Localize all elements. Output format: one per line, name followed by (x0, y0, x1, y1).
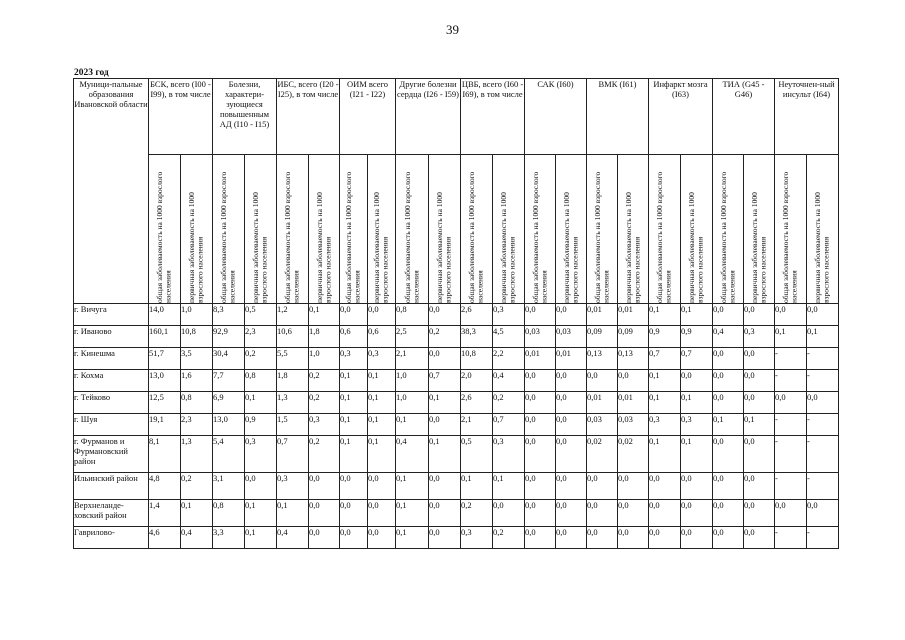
table-cell: 0,1 (368, 392, 396, 414)
table-cell: 0,2 (309, 392, 340, 414)
table-cell: - (775, 436, 807, 473)
table-cell: 0,0 (744, 473, 775, 500)
sub-header-primary: первичная заболеваемость на 1000 взрослого населения (187, 192, 205, 303)
table-cell: 0,1 (340, 392, 368, 414)
table-cell: 0,7 (681, 348, 713, 370)
table-cell: 0,1 (340, 370, 368, 392)
table-cell: 13,0 (213, 414, 245, 436)
table-cell: 0,0 (618, 370, 649, 392)
table-cell: 0,1 (245, 392, 277, 414)
sub-header-primary: первичная заболеваемость на 1000 взрослого населения (372, 192, 390, 303)
table-cell: 0,1 (396, 500, 429, 527)
table-cell: 0,0 (309, 473, 340, 500)
table-cell: 0,0 (744, 436, 775, 473)
group-header-row (74, 79, 839, 155)
sub-header-primary: первичная заболеваемость на 1000 взрослого населения (813, 192, 831, 303)
table-row (74, 414, 839, 436)
table-row (74, 473, 839, 500)
table-cell: 0,0 (744, 304, 775, 326)
sub-header-primary: первичная заболеваемость на 1000 взрослого населения (499, 192, 517, 303)
table-cell: 0,5 (245, 304, 277, 326)
group-header: ОИМ всего (I21 - I22) (340, 79, 396, 155)
table-cell: 0,0 (429, 304, 461, 326)
table-cell: - (775, 414, 807, 436)
table-cell: 0,0 (556, 500, 587, 527)
table-cell: 0,0 (775, 392, 807, 414)
sub-header-primary: первичная заболеваемость на 1000 взрослого населения (561, 192, 579, 303)
table-cell: 1,0 (396, 370, 429, 392)
table-cell: 0,3 (461, 527, 493, 549)
table-cell: 0,0 (587, 370, 618, 392)
table-row (74, 370, 839, 392)
sub-header-general: общая заболеваемость на 1000 взрослого населения (402, 171, 420, 303)
table-cell: 0,8 (181, 392, 213, 414)
table-cell: 0,1 (429, 392, 461, 414)
table-cell: - (807, 370, 839, 392)
table-cell: 0,4 (713, 326, 744, 348)
sub-header-general: общая заболеваемость на 1000 взрослого населения (155, 171, 173, 303)
table-cell: 0,0 (681, 500, 713, 527)
table-cell: 1,0 (396, 392, 429, 414)
table-cell: - (807, 348, 839, 370)
table-cell: 0,0 (556, 370, 587, 392)
table-cell: 1,4 (149, 500, 181, 527)
table-cell: 4,5 (493, 326, 525, 348)
table-cell: 1,8 (309, 326, 340, 348)
municipality-name: Гаврилово- (74, 527, 149, 549)
table-cell: 0,0 (525, 436, 556, 473)
table-cell: 0,9 (649, 326, 681, 348)
table-cell: 0,1 (744, 414, 775, 436)
table-cell: 0,1 (245, 500, 277, 527)
table-cell: 0,03 (587, 414, 618, 436)
table-cell: 0,1 (429, 436, 461, 473)
table-row (74, 527, 839, 549)
sub-header-general: общая заболеваемость на 1000 взрослого населения (219, 171, 237, 303)
table-cell: 1,0 (181, 304, 213, 326)
table-cell: 19,1 (149, 414, 181, 436)
table-cell: 0,3 (309, 414, 340, 436)
table-cell: 0,0 (649, 473, 681, 500)
table-cell: 3,5 (181, 348, 213, 370)
sub-header-primary: первичная заболеваемость на 1000 взрослого населения (687, 192, 705, 303)
table-cell: 1,0 (309, 348, 340, 370)
sub-header-primary: первичная заболеваемость на 1000 взрослого населения (623, 192, 641, 303)
table-cell: 2,1 (461, 414, 493, 436)
table-cell: 0,0 (429, 414, 461, 436)
table-cell: 0,0 (807, 392, 839, 414)
table-cell: 5,4 (213, 436, 245, 473)
table-cell: 0,09 (587, 326, 618, 348)
table-cell: 4,8 (149, 473, 181, 500)
table-cell: 0,7 (429, 370, 461, 392)
table-cell: 0,0 (713, 348, 744, 370)
table-cell: 0,2 (493, 392, 525, 414)
table-cell: 0,01 (618, 304, 649, 326)
table-cell: 1,3 (181, 436, 213, 473)
table-cell: 10,6 (277, 326, 309, 348)
table-cell: 0,02 (587, 436, 618, 473)
table-cell: 0,01 (618, 392, 649, 414)
table-cell: 0,2 (461, 500, 493, 527)
table-cell: 0,0 (429, 473, 461, 500)
table-cell: 0,2 (245, 348, 277, 370)
table-cell: 0,0 (587, 500, 618, 527)
table-cell: 3,3 (213, 527, 245, 549)
table-cell: 0,0 (713, 392, 744, 414)
page-number: 39 (446, 22, 459, 37)
table-cell: - (775, 370, 807, 392)
table-cell: 0,0 (775, 500, 807, 527)
municipality-name: г. Вичуга (74, 304, 149, 326)
table-cell: 1,2 (277, 304, 309, 326)
table-cell: 0,7 (277, 436, 309, 473)
table-cell: 0,0 (713, 473, 744, 500)
table-cell: 0,1 (681, 304, 713, 326)
table-cell: - (807, 527, 839, 549)
table-cell: 0,1 (775, 326, 807, 348)
table-cell: 0,0 (493, 500, 525, 527)
table-cell: 1,6 (181, 370, 213, 392)
table-cell: 0,0 (649, 527, 681, 549)
table-cell: 0,0 (525, 527, 556, 549)
table-cell: 0,5 (461, 436, 493, 473)
table-cell: - (807, 473, 839, 500)
table-cell: 0,1 (340, 436, 368, 473)
table-cell: 0,0 (309, 527, 340, 549)
municipality-name: г. Фурманов и Фурмановский район (74, 436, 149, 473)
table-cell: 0,0 (368, 473, 396, 500)
table-cell: 8,1 (149, 436, 181, 473)
table-row (74, 348, 839, 370)
table-cell: 0,1 (396, 473, 429, 500)
table-cell: 2,1 (396, 348, 429, 370)
sub-header-general: общая заболеваемость на 1000 взрослого населения (530, 171, 548, 303)
municipality-name: Верхнеланде-ховский район (74, 500, 149, 527)
table-cell: 0,1 (309, 304, 340, 326)
table-cell: 0,0 (429, 500, 461, 527)
table-cell: 0,2 (309, 370, 340, 392)
table-cell: 2,3 (245, 326, 277, 348)
table-cell: 0,6 (368, 326, 396, 348)
table-cell: 2,5 (396, 326, 429, 348)
table-cell: 8,3 (213, 304, 245, 326)
table-cell: 1,3 (277, 392, 309, 414)
table-cell: 0,0 (556, 414, 587, 436)
table-cell: 0,0 (556, 436, 587, 473)
table-cell: 0,1 (493, 473, 525, 500)
sub-header-primary: первичная заболеваемость на 1000 взрослого населения (314, 192, 332, 303)
sub-header-general: общая заболеваемость на 1000 взрослого населения (718, 171, 736, 303)
table-cell: 0,7 (649, 348, 681, 370)
table-cell: 0,2 (429, 326, 461, 348)
table-cell: 0,0 (681, 527, 713, 549)
table-cell: 0,1 (396, 414, 429, 436)
table-cell: 0,0 (744, 500, 775, 527)
table-cell: 0,1 (368, 370, 396, 392)
table-cell: 51,7 (149, 348, 181, 370)
table-cell: 0,0 (649, 500, 681, 527)
group-header: САК (I60) (525, 79, 587, 155)
sub-header-general: общая заболеваемость на 1000 взрослого населения (344, 171, 362, 303)
table-cell: - (807, 414, 839, 436)
table-cell: 0,1 (368, 414, 396, 436)
table-cell: 0,0 (525, 414, 556, 436)
table-cell: 0,09 (618, 326, 649, 348)
table-cell: 0,6 (340, 326, 368, 348)
table-row (74, 500, 839, 527)
table-cell: 2,6 (461, 392, 493, 414)
sub-header-primary: первичная заболеваемость на 1000 взрослого населения (251, 192, 269, 303)
table-cell: 0,02 (618, 436, 649, 473)
table-cell: 0,3 (744, 326, 775, 348)
sub-header-general: общая заболеваемость на 1000 взрослого населения (283, 171, 301, 303)
table-cell: 0,3 (245, 436, 277, 473)
table-cell: 0,1 (340, 414, 368, 436)
table-cell: 5,5 (277, 348, 309, 370)
table-cell: 0,1 (649, 304, 681, 326)
table-cell: 10,8 (181, 326, 213, 348)
table-cell: 0,1 (649, 370, 681, 392)
table-cell: 0,3 (277, 473, 309, 500)
table-row (74, 304, 839, 326)
table-cell: 3,1 (213, 473, 245, 500)
table-cell: 0,0 (681, 370, 713, 392)
table-cell: 2,2 (493, 348, 525, 370)
table-cell: 92,9 (213, 326, 245, 348)
table-cell: 0,13 (618, 348, 649, 370)
table-cell: 0,0 (429, 348, 461, 370)
table-cell: 0,0 (340, 304, 368, 326)
table-cell: 0,0 (368, 527, 396, 549)
table-cell: 0,1 (181, 500, 213, 527)
table-cell: 0,1 (681, 392, 713, 414)
table-cell: 0,1 (649, 392, 681, 414)
table-cell: 0,03 (618, 414, 649, 436)
table-cell: 0,01 (587, 304, 618, 326)
table-cell: 0,0 (525, 473, 556, 500)
sub-header-primary: первичная заболеваемость на 1000 взрослого населения (749, 192, 767, 303)
table-cell: 0,3 (340, 348, 368, 370)
table-cell: 30,4 (213, 348, 245, 370)
table-cell: 0,0 (429, 527, 461, 549)
table-row (74, 436, 839, 473)
table-cell: 0,0 (744, 348, 775, 370)
table-cell: 0,1 (245, 527, 277, 549)
table-cell: 0,0 (587, 527, 618, 549)
table-cell: 0,8 (245, 370, 277, 392)
table-cell: 14,0 (149, 304, 181, 326)
sub-header-general: общая заболеваемость на 1000 взрослого населения (655, 171, 673, 303)
table-cell: 0,9 (245, 414, 277, 436)
sub-header-primary: первичная заболеваемость на 1000 взрослого населения (435, 192, 453, 303)
table-cell: 0,0 (556, 527, 587, 549)
table-cell: 0,03 (556, 326, 587, 348)
table-row (74, 326, 839, 348)
table-cell: 0,0 (368, 304, 396, 326)
table-cell: 0,0 (309, 500, 340, 527)
table-cell: 0,0 (681, 473, 713, 500)
table-cell: 0,0 (807, 500, 839, 527)
table-cell: 4,6 (149, 527, 181, 549)
municipality-name: г. Иваново (74, 326, 149, 348)
table-cell: 0,3 (493, 304, 525, 326)
group-header: ИБС, всего (I20 - I25), в том числе (277, 79, 340, 155)
table-cell: 0,0 (618, 473, 649, 500)
table-cell: 38,3 (461, 326, 493, 348)
table-cell: 0,0 (525, 304, 556, 326)
table-cell: 12,5 (149, 392, 181, 414)
table-cell: 0,4 (396, 436, 429, 473)
municipality-name: г. Кохма (74, 370, 149, 392)
table-cell: 0,3 (368, 348, 396, 370)
group-header: Болезни, характери-зующиеся повышенным АД (I10 - I15) (213, 79, 277, 155)
table-cell: 0,0 (713, 500, 744, 527)
table-cell: - (775, 473, 807, 500)
table-cell: 160,1 (149, 326, 181, 348)
table-cell: - (775, 348, 807, 370)
sub-header-general: общая заболеваемость на 1000 взрослого населения (592, 171, 610, 303)
table-cell: 0,0 (340, 473, 368, 500)
table-cell: 0,0 (340, 500, 368, 527)
table-cell: 10,8 (461, 348, 493, 370)
table-cell: 0,0 (618, 500, 649, 527)
table-cell: 0,0 (525, 370, 556, 392)
table-cell: 0,4 (181, 527, 213, 549)
table-cell: 0,0 (744, 392, 775, 414)
table-cell: 0,01 (556, 348, 587, 370)
morbidity-table (73, 78, 839, 549)
municipality-name: Ильинский район (74, 473, 149, 500)
table-cell: 0,3 (649, 414, 681, 436)
municipality-name: г. Тейково (74, 392, 149, 414)
table-cell: 0,01 (525, 348, 556, 370)
table-cell: 0,2 (309, 436, 340, 473)
table-cell: 0,2 (493, 527, 525, 549)
table-cell: 0,4 (277, 527, 309, 549)
group-header: ВМК (I61) (587, 79, 649, 155)
group-header: Другие болезни сердца (I26 - I59) (396, 79, 461, 155)
table-cell: 0,1 (461, 473, 493, 500)
table-cell: 0,1 (649, 436, 681, 473)
group-header: Неуточнен-ный инсульт (I64) (775, 79, 839, 155)
table-cell: 2,3 (181, 414, 213, 436)
table-cell: 0,1 (713, 414, 744, 436)
municipality-header: Муници-пальные образования Ивановской области (74, 79, 149, 304)
table-cell: 0,0 (556, 392, 587, 414)
group-header: БСК, всего (I00 - I99), в том числе (149, 79, 213, 155)
table-cell: 0,0 (744, 527, 775, 549)
table-cell: 0,1 (368, 436, 396, 473)
sub-header-general: общая заболеваемость на 1000 взрослого населения (781, 171, 799, 303)
table-cell: 0,0 (744, 370, 775, 392)
sub-header-general: общая заболеваемость на 1000 взрослого населения (467, 171, 485, 303)
table-cell: 0,1 (807, 326, 839, 348)
table-cell: 0,4 (493, 370, 525, 392)
table-cell: 2,0 (461, 370, 493, 392)
table-cell: 0,1 (396, 527, 429, 549)
table-cell: 0,13 (587, 348, 618, 370)
table-cell: 0,0 (713, 527, 744, 549)
table-cell: 0,0 (368, 500, 396, 527)
table-cell: 0,3 (681, 414, 713, 436)
table-cell: 1,5 (277, 414, 309, 436)
table-cell: 0,01 (587, 392, 618, 414)
table-cell: 13,0 (149, 370, 181, 392)
table-cell: 0,0 (587, 473, 618, 500)
group-header: ЦВБ, всего (I60 - I69), в том числе (461, 79, 525, 155)
table-cell: 7,7 (213, 370, 245, 392)
table-cell: 0,0 (713, 304, 744, 326)
table-cell: 6,9 (213, 392, 245, 414)
table-cell: 1,8 (277, 370, 309, 392)
table-cell: 0,8 (213, 500, 245, 527)
table-cell: 2,6 (461, 304, 493, 326)
table-cell: 0,0 (807, 304, 839, 326)
group-header: ТИА (G45 - G46) (713, 79, 775, 155)
table-cell: 0,0 (556, 473, 587, 500)
table-cell: - (775, 527, 807, 549)
year-label: 2023 год (74, 68, 109, 78)
table-cell: 0,0 (556, 304, 587, 326)
table-cell: 0,0 (618, 527, 649, 549)
table-cell: 0,0 (525, 500, 556, 527)
table-cell: 0,3 (493, 436, 525, 473)
table-cell: 0,1 (277, 500, 309, 527)
table-cell: 0,0 (340, 527, 368, 549)
table-cell: 0,8 (396, 304, 429, 326)
table-cell: 0,0 (525, 392, 556, 414)
table-cell: 0,2 (181, 473, 213, 500)
table-cell: 0,9 (681, 326, 713, 348)
table-cell: - (807, 436, 839, 473)
table-cell: 0,0 (775, 304, 807, 326)
table-cell: 0,1 (681, 436, 713, 473)
municipality-name: г. Шуя (74, 414, 149, 436)
table-cell: 0,0 (713, 436, 744, 473)
table-cell: 0,03 (525, 326, 556, 348)
table-cell: 0,0 (713, 370, 744, 392)
group-header: Инфаркт мозга (I63) (649, 79, 713, 155)
table-row (74, 392, 839, 414)
municipality-name: г. Кинешма (74, 348, 149, 370)
sub-header-row (74, 155, 839, 304)
table-cell: 0,7 (493, 414, 525, 436)
table-cell: 0,0 (245, 473, 277, 500)
